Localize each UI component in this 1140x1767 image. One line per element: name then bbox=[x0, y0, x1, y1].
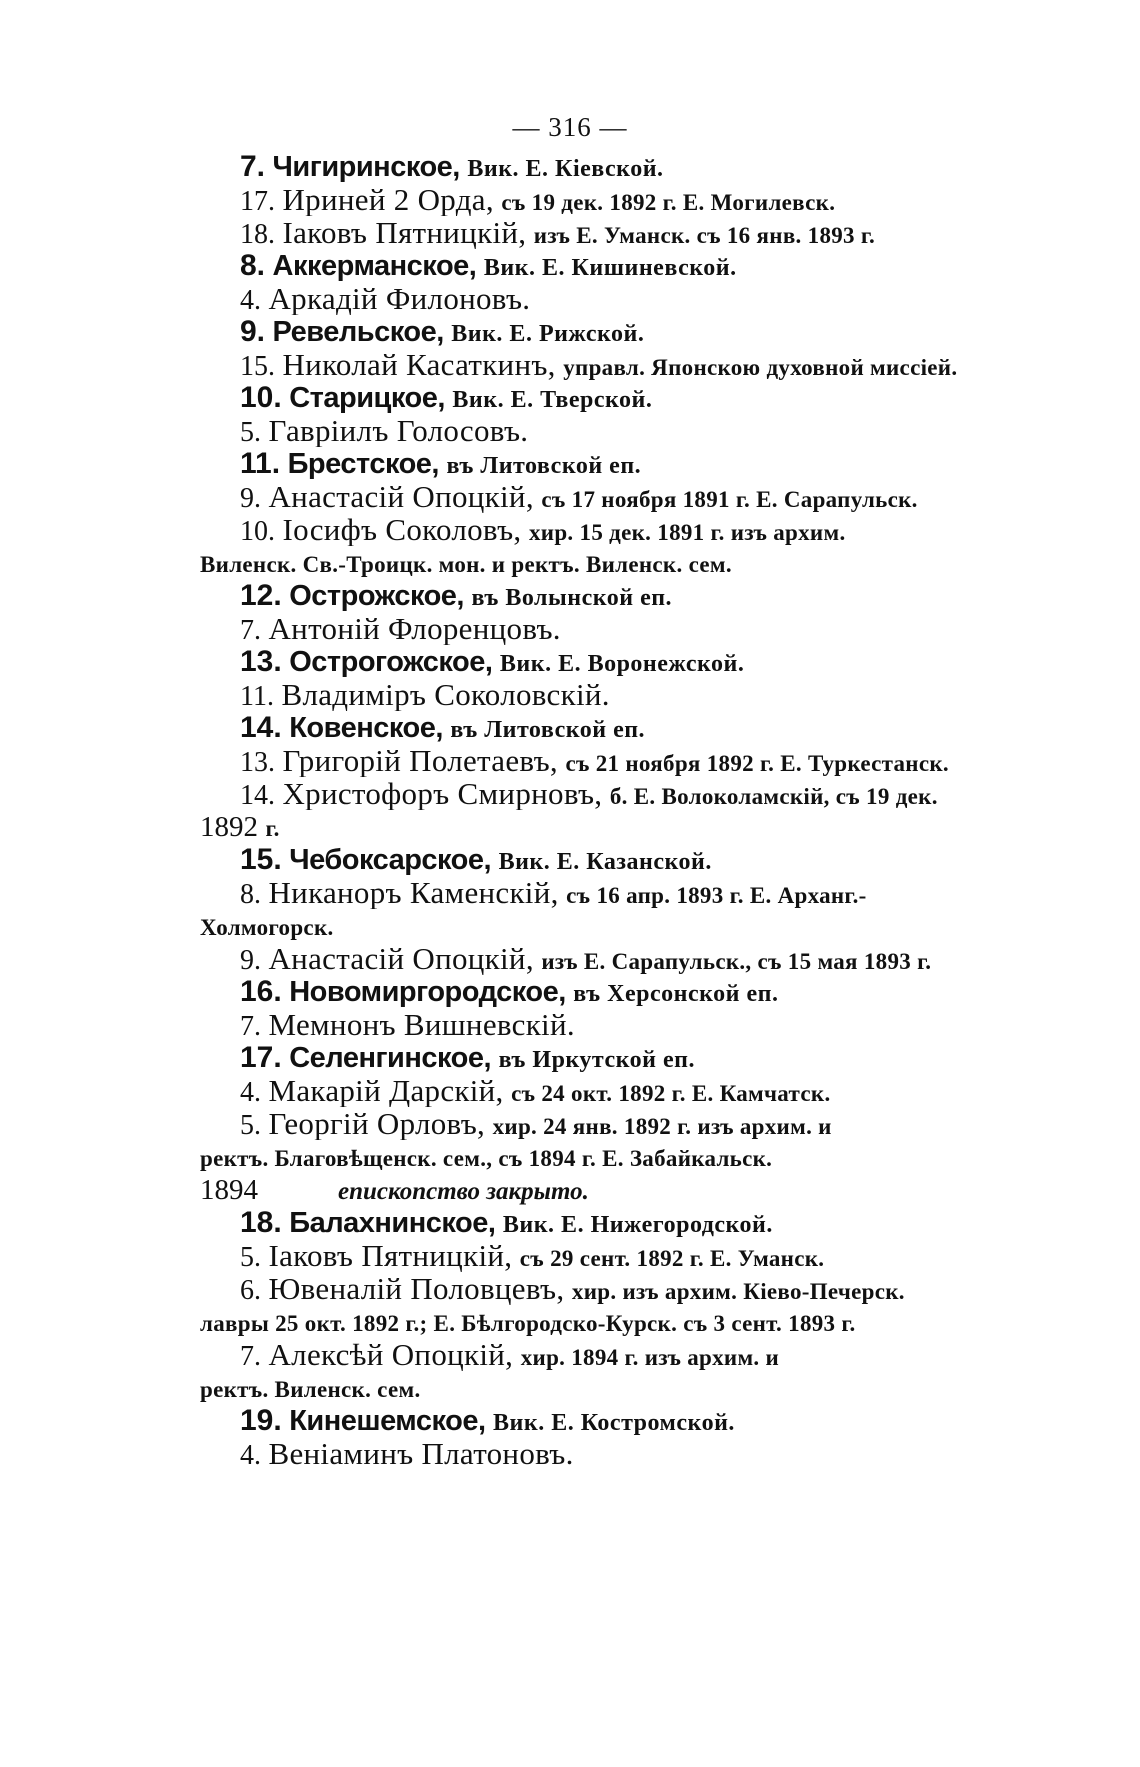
entry-name: Анастасій Опоцкій, bbox=[268, 942, 534, 975]
note-text: епископство закрыто. bbox=[338, 1178, 589, 1205]
entry-number: 11. bbox=[240, 681, 274, 711]
section-heading bbox=[200, 447, 1030, 480]
entry-name: Острогожское, bbox=[289, 646, 493, 678]
list-entry bbox=[200, 1437, 1030, 1470]
entry-name: Николай Касаткинъ, bbox=[282, 348, 556, 381]
continuation-line bbox=[200, 1305, 1030, 1338]
continuation-line bbox=[200, 1371, 1030, 1404]
entry-name: Гавріилъ Голосовъ. bbox=[268, 414, 529, 447]
entry-number: 17. bbox=[240, 186, 275, 216]
section-heading bbox=[200, 1206, 1030, 1239]
entry-details: Вик. Е. Воронежской. bbox=[499, 651, 745, 677]
list-entry bbox=[200, 282, 1030, 315]
entry-number: 14. bbox=[240, 780, 275, 810]
entry-name: Владиміръ Соколовскій. bbox=[281, 678, 610, 711]
entry-details: въ Литовской еп. bbox=[450, 717, 646, 743]
entry-number: 4. bbox=[240, 285, 261, 315]
entry-details: Вик. Е. Костромской. bbox=[493, 1410, 735, 1436]
entry-name: Чебоксарское, bbox=[289, 844, 492, 876]
text-body bbox=[200, 150, 1030, 1470]
entry-number: 17. bbox=[240, 1041, 282, 1074]
list-entry bbox=[200, 876, 1030, 909]
entry-name: Макарій Дарскій, bbox=[268, 1074, 504, 1107]
entry-details: съ 24 окт. 1892 г. Е. Камчатск. bbox=[511, 1081, 831, 1106]
entry-details: въ Волынской еп. bbox=[471, 585, 673, 611]
entry-details: хир. изъ архим. Кіево-Печерск. bbox=[571, 1279, 905, 1304]
entry-details: изъ Е. Уманск. съ 16 янв. 1893 г. bbox=[533, 223, 876, 248]
entry-details: управл. Японскою духовной миссіей. bbox=[563, 355, 958, 380]
entry-name: Ревельское, bbox=[272, 316, 444, 348]
entry-number: 10. bbox=[240, 516, 275, 546]
continuation-line bbox=[200, 909, 1030, 942]
entry-number: 15. bbox=[240, 351, 275, 381]
entry-number: 18. bbox=[240, 1206, 282, 1239]
entry-number: 5. bbox=[240, 1110, 261, 1140]
section-heading bbox=[200, 843, 1030, 876]
entry-number: 15. bbox=[240, 843, 282, 876]
continuation-text: Виленск. Св.-Троицк. мон. и ректъ. Виленск. сем. bbox=[200, 552, 732, 577]
section-heading bbox=[200, 1404, 1030, 1437]
entry-name: Мемнонъ Вишневскій. bbox=[268, 1008, 575, 1041]
entry-name: Григорій Полетаевъ, bbox=[282, 744, 558, 777]
entry-number: 10. bbox=[240, 381, 282, 414]
entry-name: Ковенское, bbox=[289, 712, 443, 744]
list-entry bbox=[200, 216, 1030, 249]
entry-details: Вик. Е. Нижегородской. bbox=[502, 1212, 773, 1238]
entry-details: хир. 15 дек. 1891 г. изъ архим. bbox=[528, 520, 846, 545]
entry-details: Вик. Е. Рижской. bbox=[451, 321, 645, 347]
entry-number: 7. bbox=[240, 150, 266, 183]
entry-name: Анастасій Опоцкій, bbox=[268, 480, 534, 513]
entry-details: хир. 24 янв. 1892 г. изъ архим. и bbox=[492, 1114, 832, 1139]
list-entry bbox=[200, 1338, 1030, 1371]
continuation-text: лавры 25 окт. 1892 г.; Е. Бѣлгородско-Курск. съ 3 сент. 1893 г. bbox=[200, 1311, 856, 1336]
entry-number: 13. bbox=[240, 645, 282, 678]
entry-details: въ Херсонской еп. bbox=[573, 981, 779, 1007]
list-entry bbox=[200, 480, 1030, 513]
list-entry bbox=[200, 942, 1030, 975]
entry-name: Ириней 2 Орда, bbox=[282, 183, 494, 216]
list-entry bbox=[200, 1074, 1030, 1107]
entry-name: Острожское, bbox=[289, 580, 464, 612]
list-entry bbox=[200, 1107, 1030, 1140]
section-heading bbox=[200, 381, 1030, 414]
entry-number: 16. bbox=[240, 975, 282, 1008]
continuation-year: 1892 bbox=[200, 811, 258, 843]
entry-details: Вик. Е. Тверской. bbox=[452, 387, 653, 413]
continuation-line bbox=[200, 810, 1030, 843]
list-entry bbox=[200, 744, 1030, 777]
entry-name: Чигиринское, bbox=[272, 151, 460, 183]
continuation-text: Холмогорск. bbox=[200, 915, 334, 940]
entry-number: 11. bbox=[240, 447, 281, 480]
continuation-line bbox=[200, 1140, 1030, 1173]
entry-details: изъ Е. Сарапульск., съ 15 мая 1893 г. bbox=[541, 949, 932, 974]
entry-number: 9. bbox=[240, 483, 261, 513]
entry-number: 12. bbox=[240, 579, 282, 612]
entry-name: Новомиргородское, bbox=[289, 976, 566, 1008]
entry-name: Кинешемское, bbox=[289, 1405, 486, 1437]
entry-name: Алексѣй Опоцкій, bbox=[268, 1338, 514, 1371]
entry-details: б. Е. Волоколамскій, съ 19 дек. bbox=[609, 784, 938, 809]
entry-number: 8. bbox=[240, 249, 266, 282]
continuation-line bbox=[200, 546, 1030, 579]
list-entry bbox=[200, 414, 1030, 447]
entry-number: 7. bbox=[240, 615, 261, 645]
list-entry bbox=[200, 678, 1030, 711]
continuation-text: ректъ. Виленск. сем. bbox=[200, 1377, 421, 1402]
list-entry bbox=[200, 1272, 1030, 1305]
entry-name: Балахнинское, bbox=[289, 1207, 496, 1239]
list-entry bbox=[200, 612, 1030, 645]
closing-note bbox=[200, 1173, 1030, 1206]
entry-name: Селенгинское, bbox=[289, 1042, 492, 1074]
section-heading bbox=[200, 315, 1030, 348]
entry-details: съ 19 дек. 1892 г. Е. Могилевск. bbox=[501, 190, 836, 215]
entry-details: съ 16 апр. 1893 г. Е. Арханг.- bbox=[566, 883, 867, 908]
entry-details: Вик. Е. Казанской. bbox=[498, 849, 712, 875]
list-entry bbox=[200, 777, 1030, 810]
note-year: 1894 bbox=[200, 1174, 258, 1206]
section-heading bbox=[200, 579, 1030, 612]
entry-name: Брестское, bbox=[287, 448, 439, 480]
entry-number: 8. bbox=[240, 879, 261, 909]
list-entry bbox=[200, 183, 1030, 216]
entry-details: съ 29 сент. 1892 г. Е. Уманск. bbox=[519, 1246, 825, 1271]
entry-number: 6. bbox=[240, 1275, 261, 1305]
entry-name: Ювеналій Половцевъ, bbox=[268, 1272, 565, 1305]
entry-name: Іаковъ Пятницкій, bbox=[268, 1239, 513, 1272]
entry-name: Аккерманское, bbox=[272, 250, 477, 282]
entry-name: Никаноръ Каменскій, bbox=[268, 876, 559, 909]
entry-details: съ 17 ноября 1891 г. Е. Сарапульск. bbox=[541, 487, 918, 512]
continuation-text: г. bbox=[265, 816, 280, 841]
entry-name: Антоній Флоренцовъ. bbox=[268, 612, 561, 645]
entry-number: 5. bbox=[240, 417, 261, 447]
entry-details: хир. 1894 г. изъ архим. и bbox=[520, 1345, 780, 1370]
page-number: — 316 — bbox=[512, 112, 628, 142]
section-heading bbox=[200, 249, 1030, 282]
entry-details: съ 21 ноября 1892 г. Е. Туркестанск. bbox=[565, 751, 949, 776]
entry-name: Георгій Орловъ, bbox=[268, 1107, 486, 1140]
list-entry bbox=[200, 1008, 1030, 1041]
entry-name: Іаковъ Пятницкій, bbox=[282, 216, 527, 249]
entry-number: 4. bbox=[240, 1077, 261, 1107]
entry-number: 7. bbox=[240, 1341, 261, 1371]
section-heading bbox=[200, 1041, 1030, 1074]
entry-number: 19. bbox=[240, 1404, 282, 1437]
entry-name: Христофоръ Смирновъ, bbox=[282, 777, 603, 810]
entry-details: въ Иркутской еп. bbox=[498, 1047, 695, 1073]
entry-number: 14. bbox=[240, 711, 282, 744]
section-heading bbox=[200, 975, 1030, 1008]
entry-details: Вик. Е. Кіевской. bbox=[467, 156, 664, 182]
entry-name: Аркадій Филоновъ. bbox=[268, 282, 531, 315]
entry-number: 9. bbox=[240, 315, 266, 348]
entry-number: 7. bbox=[240, 1011, 261, 1041]
list-entry bbox=[200, 1239, 1030, 1272]
entry-name: Старицкое, bbox=[289, 382, 445, 414]
entry-number: 5. bbox=[240, 1242, 261, 1272]
list-entry bbox=[200, 348, 1030, 381]
entry-number: 4. bbox=[240, 1440, 261, 1470]
entry-name: Іосифъ Соколовъ, bbox=[282, 513, 522, 546]
entry-details: Вик. Е. Кишиневской. bbox=[483, 255, 737, 281]
entry-details: въ Литовской еп. bbox=[446, 453, 642, 479]
entry-name: Веніаминъ Платоновъ. bbox=[268, 1437, 574, 1470]
entry-number: 18. bbox=[240, 219, 275, 249]
section-heading bbox=[200, 645, 1030, 678]
section-heading bbox=[200, 150, 1030, 183]
section-heading bbox=[200, 711, 1030, 744]
entry-number: 13. bbox=[240, 747, 275, 777]
list-entry bbox=[200, 513, 1030, 546]
entry-number: 9. bbox=[240, 945, 261, 975]
continuation-text: ректъ. Благовѣщенск. сем., съ 1894 г. Е. Забайкальск. bbox=[200, 1146, 773, 1171]
